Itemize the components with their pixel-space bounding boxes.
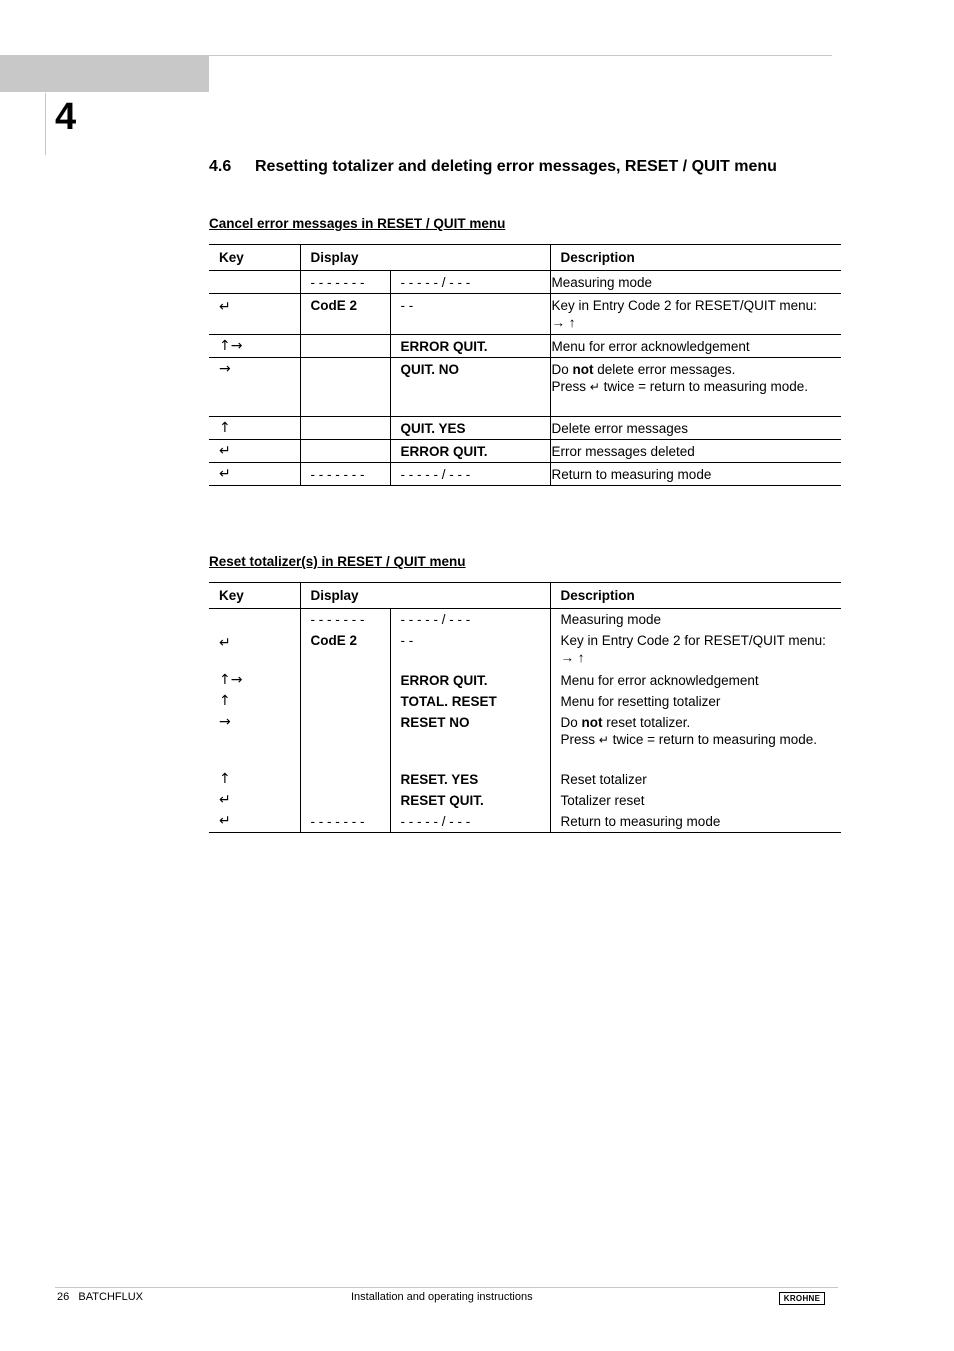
- display-cell-1: [300, 358, 390, 417]
- table-row: [209, 440, 841, 463]
- header-display: Display: [300, 583, 550, 609]
- up-key-icon: ↑: [209, 417, 300, 440]
- display-cell-2: RESET NO: [390, 712, 550, 769]
- footer-rule: [55, 1287, 838, 1288]
- enter-key-icon: ↵: [598, 733, 609, 747]
- chapter-number: 4: [55, 96, 77, 138]
- description-cell: Totalizer reset: [550, 790, 841, 811]
- footer-page-info: [57, 1291, 143, 1303]
- description-cell: Menu for error acknowledgement: [550, 670, 841, 691]
- display-cell-1: - - - - - - -: [300, 609, 390, 631]
- description-cell: Menu for error acknowledgement: [550, 335, 841, 358]
- right-key-icon: →: [209, 358, 300, 417]
- product-name: BATCHFLUX: [78, 1291, 144, 1303]
- table1-heading: Cancel error messages in RESET / QUIT menu: [209, 216, 506, 231]
- description-cell: Measuring mode: [550, 609, 841, 631]
- table-row: [209, 463, 841, 486]
- description-cell: Key in Entry Code 2 for RESET/QUIT menu: → ↑: [550, 630, 841, 670]
- table-row: [209, 358, 841, 417]
- display-cell-2: - - - - - / - - -: [390, 271, 550, 294]
- display-cell-1: - - - - - - -: [300, 811, 390, 833]
- up-key-icon: ↑: [219, 771, 231, 787]
- table-header-row: [209, 583, 841, 609]
- header-display: Display: [300, 245, 550, 271]
- description-cell: Return to measuring mode: [550, 811, 841, 833]
- table-row: [209, 790, 841, 811]
- description-cell: Error messages deleted: [550, 440, 841, 463]
- table-row: [209, 294, 841, 335]
- enter-key-icon: ↵: [219, 792, 231, 808]
- header-rule: [209, 55, 832, 56]
- table-row: [209, 769, 841, 790]
- display-cell-1: - - - - - - -: [300, 463, 390, 486]
- table2-heading: Reset totalizer(s) in RESET / QUIT menu: [209, 554, 466, 569]
- enter-key-icon: ↵: [209, 440, 300, 463]
- table-row: [209, 691, 841, 712]
- display-cell-2: TOTAL. RESET: [390, 691, 550, 712]
- header-key: Key: [209, 245, 300, 271]
- section-title-text: Resetting totalizer and deleting error messages, RESET / QUIT menu: [255, 158, 777, 175]
- display-cell-2: - -: [390, 630, 550, 670]
- description-cell: Menu for resetting totalizer: [550, 691, 841, 712]
- description-cell: Do not delete error messages. Press ↵ twice = return to measuring mode.: [550, 358, 841, 417]
- display-cell-2: QUIT. YES: [390, 417, 550, 440]
- description-cell: Reset totalizer: [550, 769, 841, 790]
- up-right-key-icon: ↑→: [219, 672, 243, 688]
- display-cell-1: [300, 335, 390, 358]
- table-row: [209, 609, 841, 631]
- description-cell: Do not reset totalizer. Press ↵ twice = return to measuring mode.: [550, 712, 841, 769]
- display-cell-2: QUIT. NO: [390, 358, 550, 417]
- enter-key-icon: ↵: [589, 380, 600, 394]
- table-row: [209, 417, 841, 440]
- up-right-key-icon: ↑→: [209, 335, 300, 358]
- description-cell: Measuring mode: [550, 271, 841, 294]
- header-gray-block: [0, 55, 209, 92]
- footer-doc-title: Installation and operating instructions: [351, 1291, 533, 1303]
- section-number: 4.6: [209, 158, 232, 175]
- enter-key-icon: ↵: [209, 811, 300, 833]
- chapter-rule: [45, 93, 46, 155]
- display-cell-2: RESET QUIT.: [390, 790, 550, 811]
- key-cell: [209, 271, 300, 294]
- enter-key-icon: ↵: [209, 463, 300, 486]
- display-cell-1: [300, 670, 390, 691]
- display-cell-2: - - - - - / - - -: [390, 609, 550, 631]
- right-key-icon: →: [219, 714, 231, 730]
- error-quit-table: [209, 244, 841, 486]
- display-cell-2: - - - - - / - - -: [390, 811, 550, 833]
- reset-totalizer-table: [209, 582, 841, 833]
- display-cell-2: - -: [390, 294, 550, 335]
- krohne-logo: KROHNE: [779, 1292, 825, 1305]
- table-row: [209, 670, 841, 691]
- display-cell-1: CodE 2: [300, 630, 390, 670]
- header-key: Key: [209, 583, 300, 609]
- display-cell-2: ERROR QUIT.: [390, 440, 550, 463]
- display-cell-1: [300, 790, 390, 811]
- description-cell: Key in Entry Code 2 for RESET/QUIT menu: → ↑: [550, 294, 841, 335]
- enter-key-icon: ↵: [219, 635, 231, 651]
- display-cell-1: [300, 769, 390, 790]
- display-cell-2: - - - - - / - - -: [390, 463, 550, 486]
- table-row: [209, 271, 841, 294]
- description-cell: Delete error messages: [550, 417, 841, 440]
- header-description: Description: [550, 245, 841, 271]
- display-cell-2: ERROR QUIT.: [390, 335, 550, 358]
- table-header-row: [209, 245, 841, 271]
- display-cell-2: ERROR QUIT.: [390, 670, 550, 691]
- key-cell: [209, 609, 300, 631]
- table-row: [209, 630, 841, 670]
- up-key-icon: ↑: [219, 693, 231, 709]
- display-cell-1: [300, 712, 390, 769]
- page-number: 26: [57, 1291, 70, 1303]
- display-cell-1: [300, 691, 390, 712]
- enter-key-icon: ↵: [209, 294, 300, 335]
- display-cell-1: CodE 2: [300, 294, 390, 335]
- table-row: [209, 712, 841, 769]
- display-cell-1: [300, 417, 390, 440]
- display-cell-1: - - - - - - -: [300, 271, 390, 294]
- header-description: Description: [550, 583, 841, 609]
- description-cell: Return to measuring mode: [550, 463, 841, 486]
- display-cell-1: [300, 440, 390, 463]
- table-row: [209, 335, 841, 358]
- table-row: [209, 811, 841, 833]
- display-cell-2: RESET. YES: [390, 769, 550, 790]
